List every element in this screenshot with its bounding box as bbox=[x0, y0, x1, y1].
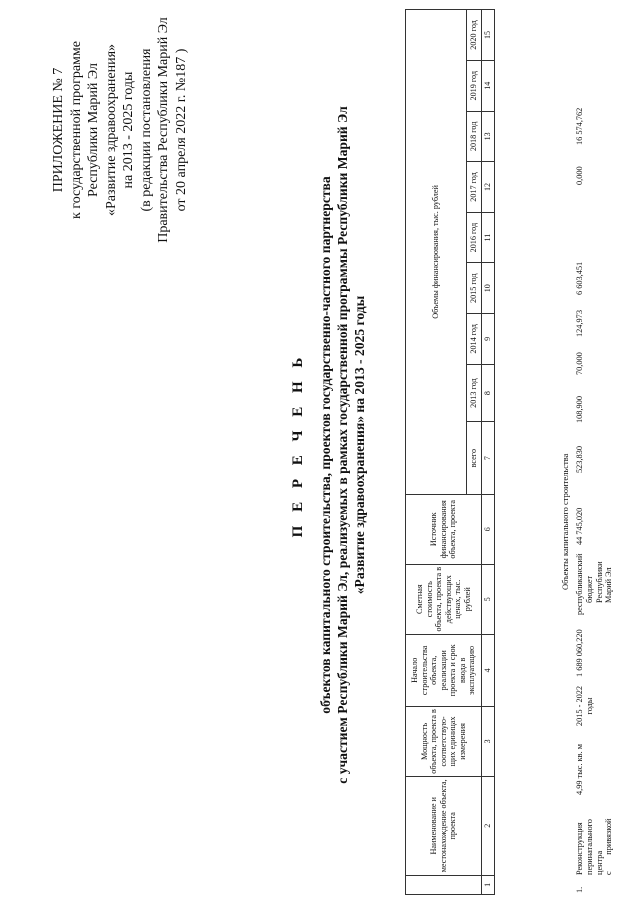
column-number: 5 bbox=[482, 564, 495, 634]
row-value-2014: 108,900 bbox=[575, 396, 584, 423]
header-source: Источник финансирования объекта, проекта bbox=[406, 494, 482, 564]
appendix-line: к государственной программе bbox=[68, 41, 84, 219]
column-number: 2 bbox=[482, 776, 495, 875]
row-capacity: 4,99 тыс. кв. м bbox=[575, 744, 584, 795]
year-cell: 2015 год bbox=[467, 263, 482, 314]
column-number: 6 bbox=[482, 494, 495, 564]
row-period bbox=[575, 677, 595, 735]
row-source-line: Республики bbox=[594, 561, 604, 603]
row-name-line: перинатального bbox=[584, 819, 594, 875]
document-title bbox=[290, 55, 368, 835]
appendix-line: ПРИЛОЖЕНИЕ № 7 bbox=[51, 67, 66, 193]
table-number-row bbox=[482, 10, 495, 895]
column-number: 13 bbox=[482, 111, 495, 162]
header-start: Начало строительства объекта, реализации проекта и срок ввода в эксплуатацию bbox=[406, 634, 482, 706]
column-number: 9 bbox=[482, 314, 495, 365]
row-source bbox=[575, 554, 614, 615]
header-name: Наименование и местонахождение объекта, проекта bbox=[406, 776, 482, 875]
column-number: 12 bbox=[482, 162, 495, 213]
row-name-line: Реконструкция bbox=[575, 822, 584, 875]
header-funding: Объемы финансирования, тыс. рублей bbox=[406, 10, 467, 495]
title-heading: П Е Р Е Ч Е Н Ь bbox=[290, 352, 306, 538]
column-number: 8 bbox=[482, 364, 495, 422]
appendix-line: «Развитие здравоохранения» bbox=[103, 43, 119, 217]
year-cell: 2013 год bbox=[467, 364, 482, 422]
row-name bbox=[575, 795, 614, 875]
row-value-total: 44 745,020 bbox=[575, 507, 584, 545]
row-source-line: республиканский bbox=[575, 553, 584, 615]
appendix-block bbox=[50, 10, 190, 250]
row-value-2017: 6 603,451 bbox=[575, 261, 584, 295]
appendix-line: (в редакции постановления bbox=[138, 48, 154, 212]
table-header-row bbox=[406, 10, 467, 895]
appendix-line: от 20 апреля 2022 г. №187 ) bbox=[173, 48, 189, 212]
row-name-line: с привязкой bbox=[604, 818, 614, 875]
column-number: 14 bbox=[482, 60, 495, 111]
column-number: 15 bbox=[482, 10, 495, 61]
header-cost: Сметная стоимость объекта, проекта в действующих ценах, тыс. рублей bbox=[406, 564, 482, 634]
appendix-line: на 2013 - 2025 годы bbox=[121, 71, 136, 189]
row-source-line: Марий Эл bbox=[604, 567, 614, 603]
column-number: 1 bbox=[482, 875, 495, 894]
row-value-2020: 16 574,762 bbox=[575, 107, 584, 145]
column-number: 7 bbox=[482, 422, 495, 494]
title-line-1: объектов капитального строительства, проектов государственно-частного партнерства bbox=[318, 176, 333, 714]
column-number: 11 bbox=[482, 212, 495, 263]
year-cell: 2017 год bbox=[467, 162, 482, 213]
title-line-3: «Развитие здравоохранения» на 2013 - 2025 годы bbox=[352, 295, 367, 595]
year-cell: 2019 год bbox=[467, 60, 482, 111]
column-number: 3 bbox=[482, 706, 495, 776]
row-value-2019: 0,000 bbox=[575, 166, 584, 185]
header-capacity: Мощность объекта, проекта в соответствую-щих единицах измерения bbox=[406, 706, 482, 776]
row-value-2013: 523,830 bbox=[575, 446, 584, 473]
row-source-line: бюджет bbox=[584, 575, 594, 603]
column-number: 10 bbox=[482, 263, 495, 314]
appendix-line: Правительства Республики Марий Эл bbox=[156, 17, 171, 243]
appendix-line: Республики Марий Эл bbox=[86, 63, 101, 197]
row-name-line: центра bbox=[594, 850, 604, 875]
objects-table bbox=[405, 9, 495, 895]
row-value-2016: 124,973 bbox=[575, 310, 584, 337]
title-line-2: с участием Республики Марий Эл, реализуемых в рамках государственной программы Республики Марий Эл bbox=[335, 106, 350, 784]
row-number: 1. bbox=[575, 886, 584, 893]
section-title: Объекты капитального строительства bbox=[560, 453, 570, 590]
year-cell: 2018 год bbox=[467, 111, 482, 162]
row-cost: 1 689 060,220 bbox=[575, 629, 584, 677]
year-cell: 2014 год bbox=[467, 314, 482, 365]
row-period-line: годы bbox=[584, 697, 594, 715]
year-cell: 2016 год bbox=[467, 212, 482, 263]
year-cell: 2020 год bbox=[467, 10, 482, 61]
header-num bbox=[406, 875, 482, 894]
row-value-2015: 70,000 bbox=[575, 352, 584, 375]
column-number: 4 bbox=[482, 634, 495, 706]
row-period-line: 2015 - 2022 bbox=[575, 685, 584, 727]
year-cell: всего bbox=[467, 422, 482, 494]
